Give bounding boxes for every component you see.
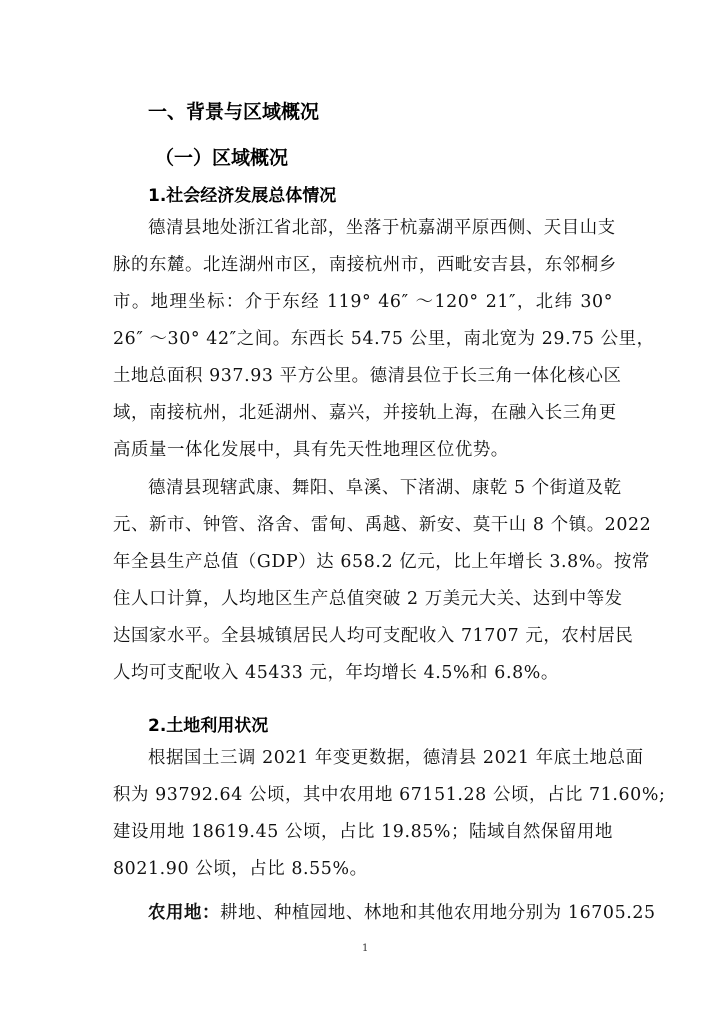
- paragraph-line: 住人口计算，人均地区生产总值突破 2 万美元大关、达到中等发: [113, 589, 623, 609]
- subsection-heading: （一）区域概况: [155, 147, 289, 169]
- paragraph-line: 德清县现辖武康、舞阳、阜溪、下渚湖、康乾 5 个街道及乾: [148, 478, 622, 498]
- paragraph-text: 耕地、种植园地、林地和其他农用地分别为 16705.25: [219, 903, 656, 923]
- paragraph-line: 德清县地处浙江省北部，坐落于杭嘉湖平原西侧、天目山支: [148, 218, 616, 238]
- paragraph-line: 积为 93792.64 公顷，其中农用地 67151.28 公顷，占比 71.60%;: [113, 785, 666, 805]
- paragraph-line: 元、新市、钟管、洛舍、雷甸、禹越、新安、莫干山 8 个镇。2022: [113, 515, 652, 535]
- item-heading-land-use: 2.土地利用状况: [148, 716, 269, 736]
- item-heading-socioeconomic: 1.社会经济发展总体情况: [148, 186, 337, 206]
- section-heading: 一、背景与区域概况: [148, 101, 320, 123]
- paragraph-line: 土地总面积 937.93 平方公里。德清县位于长三角一体化核心区: [113, 366, 622, 386]
- paragraph-line: 高质量一体化发展中，具有先天性地理区位优势。: [113, 440, 509, 460]
- paragraph-line: [148, 898, 656, 928]
- paragraph-line: 人均可支配收入 45433 元，年均增长 4.5%和 6.8%。: [113, 663, 559, 683]
- paragraph-line: 脉的东麓。北连湖州市区，南接杭州市，西毗安吉县，东邻桐乡: [113, 255, 617, 275]
- paragraph-line: 达国家水平。全县城镇居民人均可支配收入 71707 元，农村居民: [113, 626, 634, 646]
- paragraph-line: 26″ ～30° 42″之间。东西长 54.75 公里，南北宽为 29.75 公里，: [113, 329, 655, 349]
- page-number: 1: [362, 943, 369, 954]
- paragraph-line: 域，南接杭州，北延湖州、嘉兴，并接轨上海，在融入长三角更: [113, 403, 617, 423]
- paragraph-line: 市。地理坐标：介于东经 119° 46″ ～120° 21″，北纬 30°: [113, 292, 613, 312]
- paragraph-lead: 农用地：: [148, 903, 220, 923]
- paragraph-line: 根据国土三调 2021 年变更数据，德清县 2021 年底土地总面: [148, 748, 644, 768]
- paragraph-line: 8021.90 公顷，占比 8.55%。: [113, 859, 368, 879]
- paragraph-line: 建设用地 18619.45 公顷，占比 19.85%；陆域自然保留用地: [113, 822, 613, 842]
- paragraph-line: 年全县生产总值（GDP）达 658.2 亿元，比上年增长 3.8%。按常: [113, 552, 650, 572]
